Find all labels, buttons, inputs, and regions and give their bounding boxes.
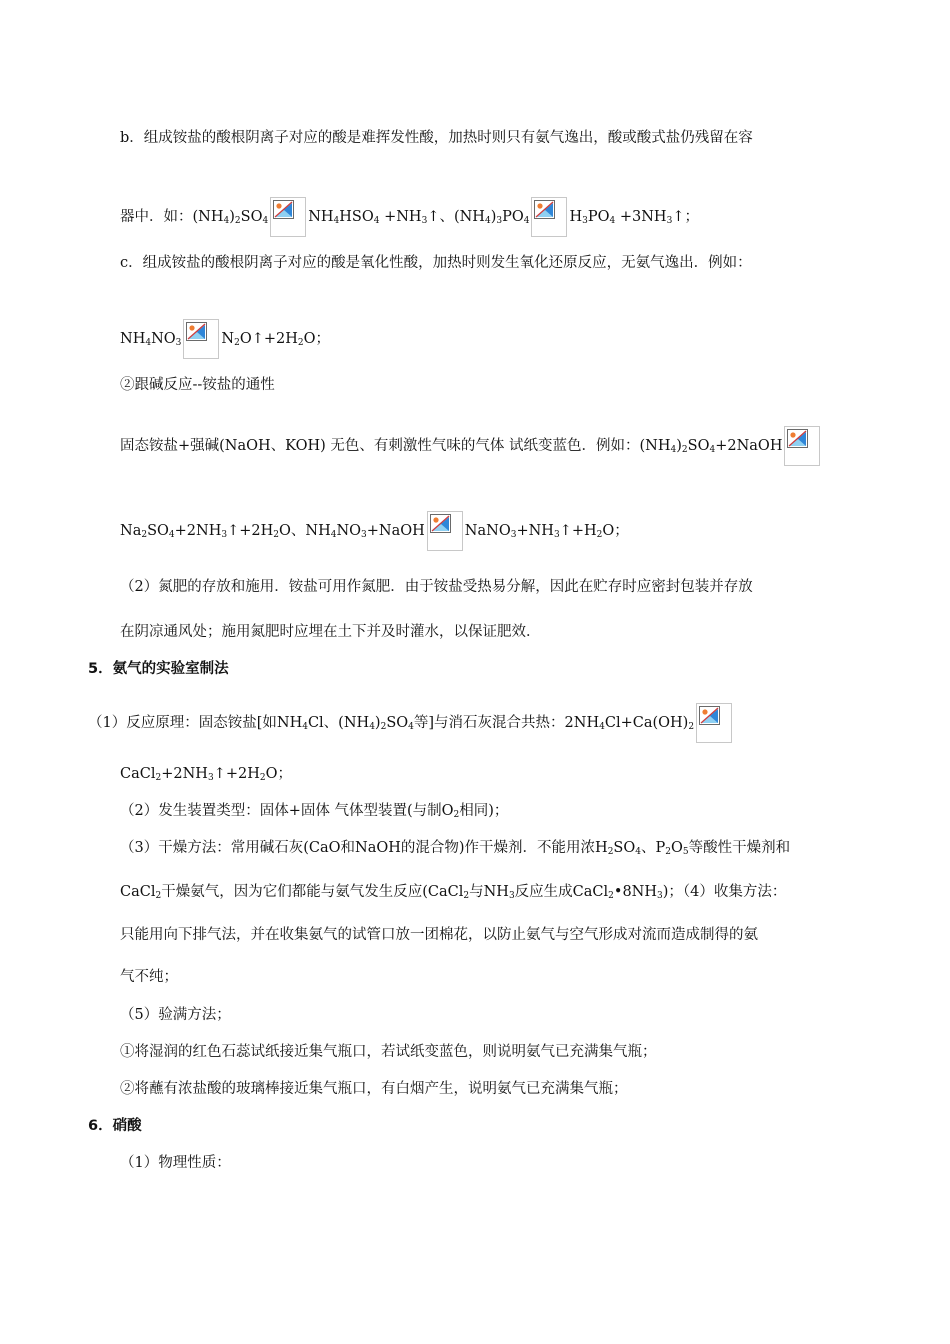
- heating-condition-image: [183, 319, 219, 359]
- heating-condition-image: [427, 511, 463, 551]
- paragraph-principle-line2: $CaCl_2+2NH_3↑+2H_2O$；: [120, 766, 292, 783]
- paragraph-physical-properties: （1）物理性质：: [120, 1155, 231, 1171]
- paragraph-fertilizer-line1: （2）氮肥的存放和施用．铵盐可用作氮肥．由于铵盐受热易分解，因此在贮存时应密封包装并存放: [120, 579, 753, 595]
- paragraph-b-line2: 器中．如：$(NH_4)_2SO_4$ $NH_4HSO_4$ $+NH_3↑$、$(NH_4)_3PO_4$ $H_3PO_4$ $+3NH_3↑$；: [120, 197, 699, 237]
- section-heading-5: 5．氨气的实验室制法: [88, 661, 229, 677]
- paragraph-c-line2: $NH_4NO_3$ $N_2O↑+2H_2O$；: [120, 319, 330, 359]
- section-heading-6: 6．硝酸: [88, 1118, 142, 1134]
- paragraph-drying-line2: CaCl$_2$干燥氨气，因为它们都能与氨气发生反应(CaCl$_2$与$NH_3$反应生成$CaCl_2•8NH_3$)；（4）收集方法：: [120, 884, 787, 901]
- subheading-alkali-reaction: ②跟碱反应--铵盐的通性: [120, 377, 275, 393]
- paragraph-b-line1: b．组成铵盐的酸根阴离子对应的酸是难挥发性酸，加热时则只有氨气逸出，酸或酸式盐仍残留在容: [120, 130, 753, 146]
- paragraph-alkali-line1: 固态铵盐+强碱(NaOH、KOH) 无色、有刺激性气味的气体 试纸变蓝色．例如：$(NH_4)_2SO_4+2NaOH$: [120, 426, 822, 466]
- paragraph-verification-1: ①将湿润的红色石蕊试纸接近集气瓶口，若试纸变蓝色，则说明氨气已充满集气瓶；: [120, 1044, 657, 1060]
- heating-condition-image: [696, 703, 732, 743]
- paragraph-collection-line2: 气不纯；: [120, 969, 178, 985]
- paragraph-c-line1: c．组成铵盐的酸根阴离子对应的酸是氧化性酸，加热时则发生氧化还原反应，无氨气逸出．例如：: [120, 255, 752, 271]
- paragraph-verification-title: （5）验满方法；: [120, 1007, 231, 1023]
- paragraph-fertilizer-line2: 在阴凉通风处；施用氮肥时应埋在土下并及时灌水，以保证肥效．: [120, 624, 541, 640]
- paragraph-collection-line1: 只能用向下排气法，并在收集氨气的试管口放一团棉花，以防止氨气与空气形成对流而造成制得的氨: [120, 927, 758, 943]
- paragraph-alkali-line2: $Na_2SO_4+2NH_3↑+2H_2O$、$NH_4NO_3+NaOH$ $NaNO_3+NH_3↑+H_2O$；: [120, 511, 629, 551]
- paragraph-drying-line1: （3）干燥方法：常用碱石灰(CaO和NaOH的混合物)作干燥剂．不能用浓$H_2SO_4$、$P_2O_5$等酸性干燥剂和: [120, 840, 791, 857]
- heating-condition-image: [784, 426, 820, 466]
- heating-condition-image: [531, 197, 567, 237]
- heating-condition-image: [270, 197, 306, 237]
- paragraph-principle-line1: （1）反应原理：固态铵盐[如$NH_4Cl$、$(NH_4)_2SO_4$等]与消石灰混合共热：$2NH_4Cl+Ca(OH)_2$: [88, 703, 734, 743]
- paragraph-verification-2: ②将蘸有浓盐酸的玻璃棒接近集气瓶口，有白烟产生，说明氨气已充满集气瓶；: [120, 1081, 628, 1097]
- paragraph-apparatus: （2）发生装置类型：固体+固体 气体型装置(与制$O_2$相同)；: [120, 803, 509, 820]
